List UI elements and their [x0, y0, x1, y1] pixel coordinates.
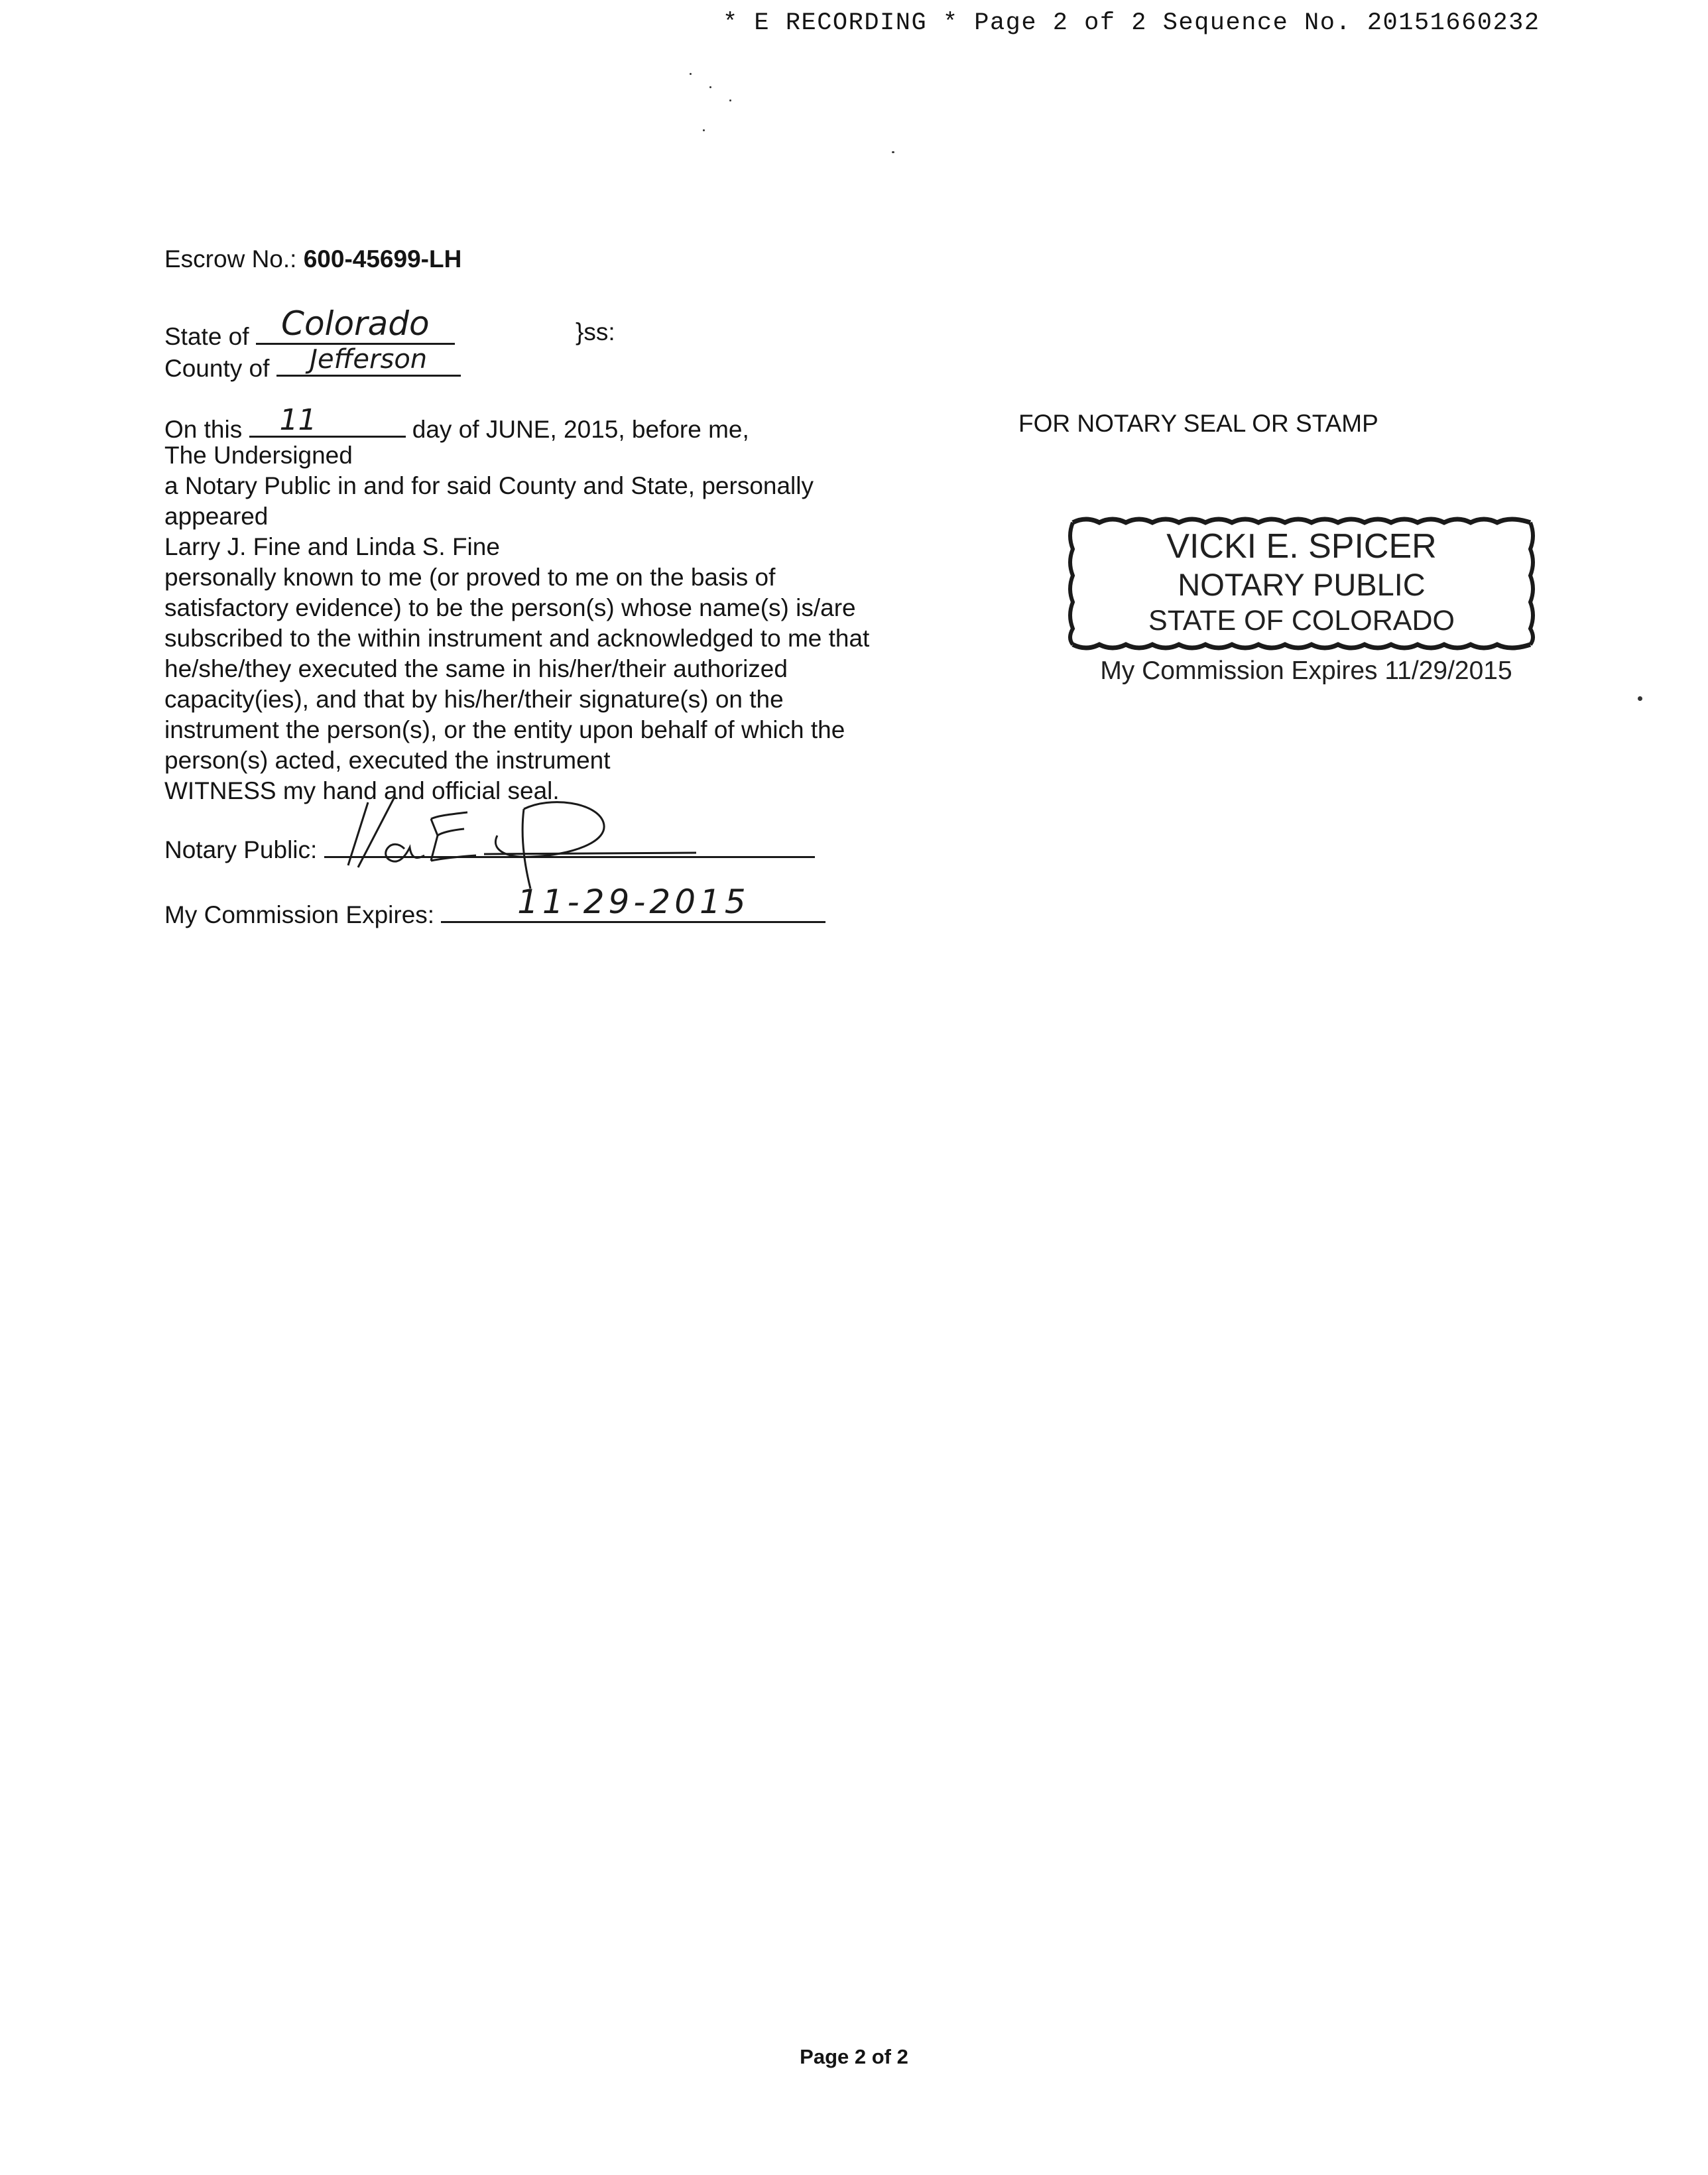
scan-speck [690, 73, 692, 75]
scan-speck [892, 151, 894, 153]
acknowledgment-line: subscribed to the within instrument and acknowledged to me that [164, 625, 870, 652]
acknowledgment-line: person(s) acted, executed the instrument [164, 747, 611, 774]
recording-header: * E RECORDING * Page 2 of 2 Sequence No. 20151660232 [723, 9, 1540, 37]
escrow-label: Escrow No.: [164, 245, 297, 273]
day-handwritten: 11 [279, 403, 317, 437]
notary-signature [332, 782, 703, 895]
scan-speck [709, 86, 711, 88]
escrow-number: 600-45699-LH [303, 245, 462, 273]
acknowledgment-line: The Undersigned [164, 442, 353, 469]
commission-blank [441, 882, 825, 923]
acknowledgment-line: satisfactory evidence) to be the person(s) whose name(s) is/are [164, 594, 856, 621]
on-this-label: On this [164, 415, 243, 443]
state-blank [256, 304, 455, 345]
acknowledgment-line: capacity(ies), and that by his/her/their signature(s) on the [164, 686, 784, 713]
acknowledgment-line: personally known to me (or proved to me on the basis of [164, 564, 776, 591]
county-handwritten: Jefferson [310, 343, 428, 375]
scan-speck [729, 99, 731, 101]
witness-line: WITNESS my hand and official seal. [164, 777, 560, 804]
state-handwritten: Colorado [281, 304, 430, 343]
stamp-notary-title: NOTARY PUBLIC [1178, 567, 1426, 602]
commission-handwritten: 11-29-2015 [517, 882, 750, 921]
scan-speck [1638, 696, 1642, 701]
notary-label: Notary Public: [164, 836, 318, 863]
acknowledgment-line: instrument the person(s), or the entity upon behalf of which the [164, 716, 845, 743]
county-label: County of [164, 354, 270, 382]
commission-label: My Commission Expires: [164, 901, 435, 928]
page-number-footer: Page 2 of 2 [800, 2045, 908, 2068]
stamp-caption: FOR NOTARY SEAL OR STAMP [1018, 410, 1378, 437]
notary-stamp [1066, 515, 1537, 654]
acknowledgment-line: appeared [164, 503, 269, 530]
stamp-state: STATE OF COLORADO [1148, 605, 1455, 637]
acknowledgment-line: a Notary Public in and for said County and State, personally [164, 472, 814, 499]
county-line [164, 343, 461, 383]
escrow-number-line [164, 245, 461, 273]
county-blank [276, 343, 461, 377]
acknowledgment-body [164, 403, 987, 806]
stamp-commission-expires: My Commission Expires 11/29/2015 [1100, 656, 1512, 685]
stamp-notary-name: VICKI E. SPICER [1166, 527, 1437, 566]
ss-mark: }ss: [576, 318, 615, 345]
commission-expires-line [164, 882, 825, 929]
acknowledgment-line: he/she/they executed the same in his/her/their authorized [164, 655, 788, 682]
scan-speck [703, 129, 705, 131]
day-blank [249, 403, 406, 438]
day-of-text: day of JUNE, 2015, before me, [412, 415, 749, 443]
acknowledgment-line: Larry J. Fine and Linda S. Fine [164, 533, 500, 560]
acknowledgment-first-line [164, 403, 987, 443]
state-label: State of [164, 322, 249, 350]
